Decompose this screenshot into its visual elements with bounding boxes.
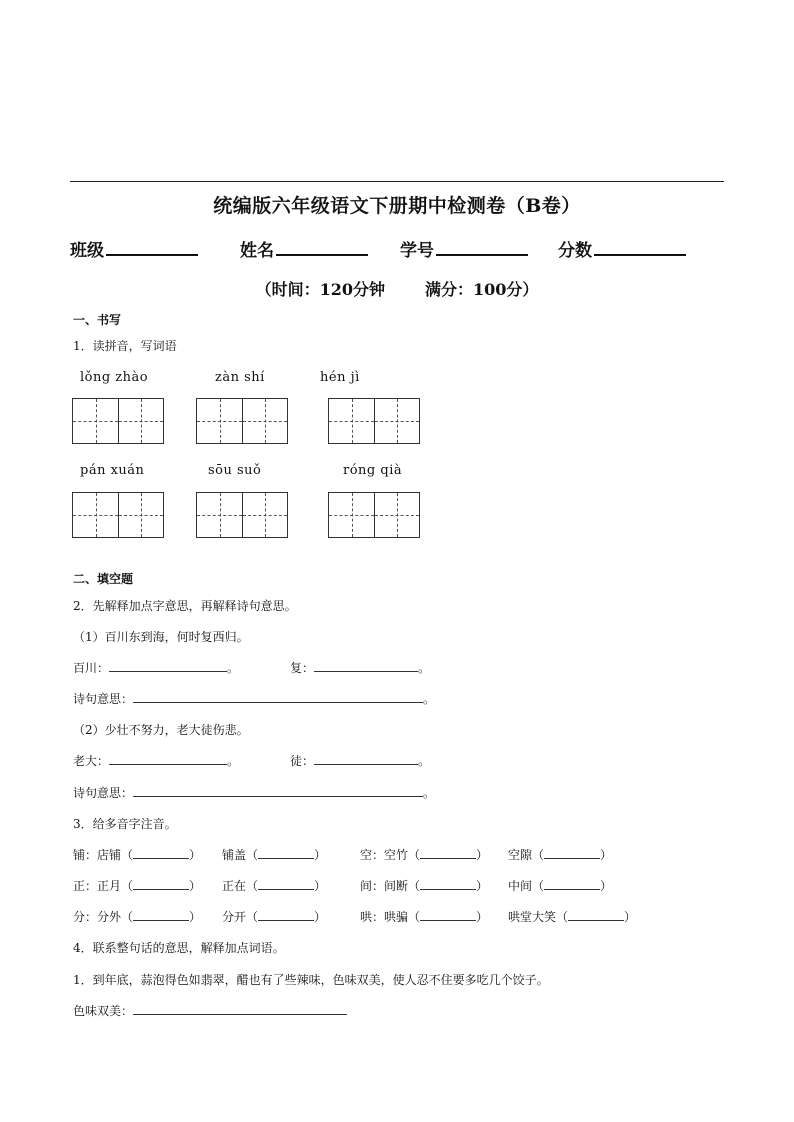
laoda-blank[interactable]	[109, 753, 227, 765]
sentence-1: 1．到年底，蒜泡得色如翡翠，醋也有了些辣味，色味双美，使人忍不住要多吃几个饺子。	[73, 973, 549, 987]
pinyin-4: pán xuán	[80, 463, 145, 478]
header-rule	[70, 181, 724, 182]
name-field[interactable]	[240, 236, 368, 261]
polyphone-hong-hongtang[interactable]: 哄堂大笑（ ）	[508, 910, 637, 924]
poem-line-1: （1）百川东到海，何时复西归。	[73, 630, 249, 644]
sewei-field[interactable]: 色味双美：	[73, 1002, 347, 1019]
polyphone-kong-kongxi[interactable]: 空隙（ ）	[508, 848, 613, 862]
page-title: 统编版六年级语文下册期中检测卷（B卷）	[213, 195, 581, 217]
name-label: 姓名	[240, 241, 274, 261]
laoda-field[interactable]: 老大： 。	[73, 754, 240, 768]
id-blank[interactable]	[436, 236, 528, 256]
polyphone-fen-fenkai[interactable]: 分开（ ）	[222, 910, 327, 924]
time-info	[0, 277, 794, 300]
duration: （时间：120分钟	[255, 280, 385, 299]
baichuan-field[interactable]: 百川： 。	[73, 661, 240, 675]
class-blank[interactable]	[106, 236, 198, 256]
polyphone-zheng-zhengyue[interactable]: 正：正月（ ）	[73, 879, 202, 893]
pinyin-1: lǒng zhào	[80, 370, 149, 385]
meaning2-field[interactable]: 诗句意思： 。	[73, 786, 436, 800]
score-blank[interactable]	[594, 236, 686, 256]
polyphone-fen-fenwai[interactable]: 分：分外（ ）	[73, 910, 202, 924]
tu-field[interactable]: 徒： 。	[290, 754, 431, 768]
polyphone-kong-kongzhu[interactable]: 空：空竹（ ）	[360, 848, 489, 862]
section1-heading: 一、书写	[73, 313, 122, 327]
writing-grid-5[interactable]	[196, 492, 288, 538]
polyphone-hong-hongpian[interactable]: 哄：哄骗（ ）	[360, 910, 489, 924]
writing-grid-6[interactable]	[328, 492, 420, 538]
polyphone-pu-pugai[interactable]: 铺盖（ ）	[222, 848, 327, 862]
pinyin-6: róng qià	[343, 463, 403, 478]
tu-blank[interactable]	[314, 753, 418, 765]
id-field[interactable]	[400, 236, 528, 261]
meaning1-field[interactable]: 诗句意思： 。	[73, 692, 436, 706]
question-4: 4．联系整句话的意思，解释加点词语。	[73, 941, 285, 955]
writing-grid-4[interactable]	[72, 492, 164, 538]
polyphone-jian-jianduan[interactable]: 间：间断（ ）	[360, 879, 489, 893]
name-blank[interactable]	[276, 236, 368, 256]
section2-heading: 二、填空题	[73, 572, 134, 586]
id-label: 学号	[400, 241, 434, 261]
question-3: 3．给多音字注音。	[73, 817, 177, 831]
class-field[interactable]	[70, 236, 198, 261]
polyphone-zheng-zhengzai[interactable]: 正在（ ）	[222, 879, 327, 893]
meaning2-blank[interactable]	[133, 785, 423, 797]
sewei-blank[interactable]	[133, 1003, 347, 1015]
writing-grid-1[interactable]	[72, 398, 164, 444]
polyphone-pu-dianpu[interactable]: 铺：店铺（ ）	[73, 848, 202, 862]
poem-line-2: （2）少壮不努力，老大徒伤悲。	[73, 723, 249, 737]
baichuan-blank[interactable]	[109, 660, 227, 672]
meaning1-blank[interactable]	[133, 691, 423, 703]
polyphone-jian-zhongjian[interactable]: 中间（ ）	[508, 879, 613, 893]
class-label: 班级	[70, 241, 104, 261]
pinyin-2: zàn shí	[215, 370, 265, 385]
score-field[interactable]	[558, 236, 686, 261]
pinyin-3: hén jì	[320, 370, 360, 385]
pinyin-5: sōu suǒ	[208, 463, 262, 478]
writing-grid-3[interactable]	[328, 398, 420, 444]
question-1: 1．读拼音，写词语	[73, 339, 177, 353]
fu-field[interactable]: 复： 。	[290, 661, 431, 675]
score-label: 分数	[558, 241, 592, 261]
writing-grid-2[interactable]	[196, 398, 288, 444]
full-score: 满分：100分）	[425, 280, 539, 299]
fu-blank[interactable]	[314, 660, 418, 672]
question-2: 2．先解释加点字意思，再解释诗句意思。	[73, 599, 297, 613]
